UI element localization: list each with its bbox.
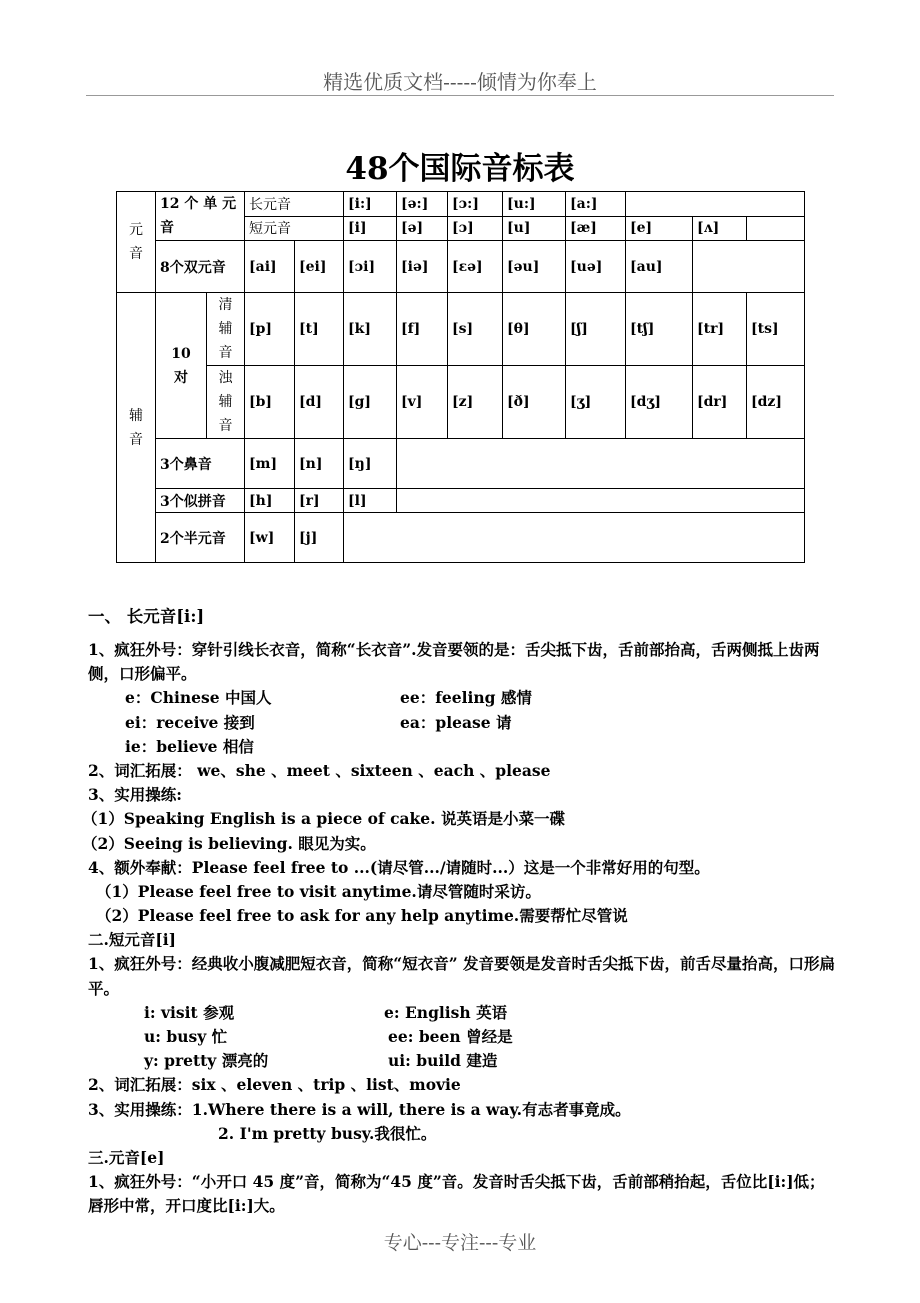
empty-cell	[397, 489, 805, 513]
practice-sentence: （1）Speaking English is a piece of cake. 说英语是小菜一碟	[82, 809, 565, 829]
page-header: 精选优质文档-----倾情为你奉上	[323, 70, 597, 94]
ipa-symbol: [ei]	[295, 241, 344, 293]
ipa-table	[116, 191, 805, 563]
ipa-symbol: [ð]	[503, 366, 566, 439]
header-divider	[86, 95, 834, 96]
ipa-symbol: [ts]	[747, 293, 805, 366]
monophthong-label: 12 个 单 元音	[156, 192, 245, 241]
voiced-label: 浊辅音	[207, 366, 245, 439]
ipa-symbol: [e]	[626, 216, 693, 241]
example-row	[88, 686, 848, 710]
extra-example: （1）Please feel free to visit anytime.请尽管随时采访。	[96, 881, 541, 901]
ipa-symbol: [ɔ]	[448, 216, 503, 241]
page-footer: 专心---专注---专业	[383, 1232, 537, 1254]
semivowel-label: 2个半元音	[156, 513, 245, 563]
ipa-symbol: [k]	[344, 293, 397, 366]
ipa-symbol: [ʃ]	[566, 293, 626, 366]
voiceless-label: 清辅音	[207, 293, 245, 366]
long-vowel-label: 长元音	[245, 192, 344, 217]
empty-cell	[747, 216, 805, 241]
practice-sentence: （2）Seeing is believing. 眼见为实。	[82, 833, 376, 853]
empty-cell	[626, 192, 805, 217]
ipa-symbol: [ʒ]	[566, 366, 626, 439]
ipa-symbol: [l]	[344, 489, 397, 513]
example-row	[88, 1001, 848, 1025]
example-row	[88, 1049, 848, 1073]
ipa-symbol: [əu]	[503, 241, 566, 293]
ipa-symbol: [s]	[448, 293, 503, 366]
ipa-symbol: [g]	[344, 366, 397, 439]
vocab-line: 2、词汇拓展： we、she 、meet 、sixteen 、each 、please	[88, 760, 551, 780]
ipa-symbol: [ɔi]	[344, 241, 397, 293]
practice-sentence: 3、实用操练：1.Where there is a will, there is a way.有志者事竟成。	[88, 1099, 631, 1119]
ipa-symbol: [i]	[344, 216, 397, 241]
example: ei：receive 接到	[125, 712, 255, 732]
ipa-symbol: [iə]	[397, 241, 448, 293]
paragraph: 1、疯狂外号：经典收小腹减肥短衣音，简称“短衣音” 发音要领是发音时舌尖抵下齿，前舌尽量抬高，口形扁平。	[88, 954, 836, 998]
diphthong-label: 8个双元音	[156, 241, 245, 293]
ipa-symbol: [a:]	[566, 192, 626, 217]
ipa-symbol: [j]	[295, 513, 344, 563]
lateral-label: 3个似拼音	[156, 489, 245, 513]
example: e: English 英语	[384, 1002, 508, 1022]
example: y: pretty 漂亮的	[144, 1051, 269, 1071]
ipa-symbol: [dʒ]	[626, 366, 693, 439]
ipa-symbol: [m]	[245, 439, 295, 489]
ipa-symbol: [ɔ:]	[448, 192, 503, 217]
example: ui: build 建造	[388, 1051, 498, 1071]
empty-cell	[397, 439, 805, 489]
ipa-symbol: [t]	[295, 293, 344, 366]
ipa-symbol: [θ]	[503, 293, 566, 366]
ipa-symbol: [b]	[245, 366, 295, 439]
ipa-symbol: [ə:]	[397, 192, 448, 217]
example: ea：please 请	[400, 712, 512, 732]
ipa-symbol: [z]	[448, 366, 503, 439]
example-row	[88, 735, 848, 759]
ipa-symbol: [ŋ]	[344, 439, 397, 489]
empty-cell	[693, 241, 805, 293]
ipa-symbol: [f]	[397, 293, 448, 366]
example: ee: been 曾经是	[388, 1027, 513, 1047]
example: ee：feeling 感情	[400, 688, 532, 708]
section-heading: 三.元音[e]	[88, 1148, 165, 1167]
example: e：Chinese 中国人	[125, 688, 272, 708]
ipa-symbol: [v]	[397, 366, 448, 439]
short-vowel-label: 短元音	[245, 216, 344, 241]
ipa-symbol: [æ]	[566, 216, 626, 241]
section-heading: 二.短元音[i]	[88, 930, 176, 950]
lesson-body	[82, 601, 848, 1219]
practice-label: 3、实用操练:	[88, 785, 183, 805]
paragraph: 1、疯狂外号：“小开口 45 度”音，简称为“45 度”音。发音时舌尖抵下齿，舌前部稍抬起，舌位比[i:]低；唇形中常，开口度比[i:]大。	[88, 1172, 825, 1216]
ipa-symbol: [uə]	[566, 241, 626, 293]
extra-line: 4、额外奉献：Please feel free to ...(请尽管.../请随时...）这是一个非常好用的句型。	[88, 857, 710, 877]
empty-cell	[344, 513, 805, 563]
vocab-line: 2、词汇拓展：six 、eleven 、trip 、list、movie	[88, 1075, 461, 1095]
example: ie：believe 相信	[125, 736, 254, 756]
ipa-symbol: [ʌ]	[693, 216, 747, 241]
consonant-group-label: 辅音	[117, 293, 156, 563]
ipa-symbol: [tr]	[693, 293, 747, 366]
vowel-group-label: 元音	[117, 192, 156, 293]
ipa-symbol: [d]	[295, 366, 344, 439]
ipa-symbol: [r]	[295, 489, 344, 513]
ipa-symbol: [dz]	[747, 366, 805, 439]
ipa-symbol: [εə]	[448, 241, 503, 293]
ipa-symbol: [ə]	[397, 216, 448, 241]
ipa-symbol: [i:]	[344, 192, 397, 217]
example: i: visit 参观	[144, 1002, 235, 1022]
ipa-symbol: [dr]	[693, 366, 747, 439]
ipa-symbol: [u]	[503, 216, 566, 241]
example-row	[88, 711, 848, 735]
page-title: 48个国际音标表	[345, 151, 575, 187]
ipa-symbol: [tʃ]	[626, 293, 693, 366]
example-row	[88, 1025, 848, 1049]
section-heading: 一、 长元音[i:]	[88, 607, 205, 626]
extra-example: （2）Please feel free to ask for any help anytime.需要帮忙尽管说	[96, 906, 628, 926]
ipa-symbol: [ai]	[245, 241, 295, 293]
paragraph: 1、疯狂外号：穿针引线长衣音，简称“长衣音”.发音要领的是：舌尖抵下齿，舌前部抬高，舌两侧抵上齿两侧，口形偏平。	[88, 640, 820, 684]
pairs-label: 10 对	[156, 293, 207, 439]
ipa-symbol: [u:]	[503, 192, 566, 217]
practice-sentence: 2. I'm pretty busy.我很忙。	[218, 1123, 437, 1143]
ipa-symbol: [p]	[245, 293, 295, 366]
nasal-label: 3个鼻音	[156, 439, 245, 489]
ipa-symbol: [au]	[626, 241, 693, 293]
example: u: busy 忙	[144, 1027, 228, 1047]
ipa-symbol: [w]	[245, 513, 295, 563]
ipa-symbol: [n]	[295, 439, 344, 489]
ipa-symbol: [h]	[245, 489, 295, 513]
